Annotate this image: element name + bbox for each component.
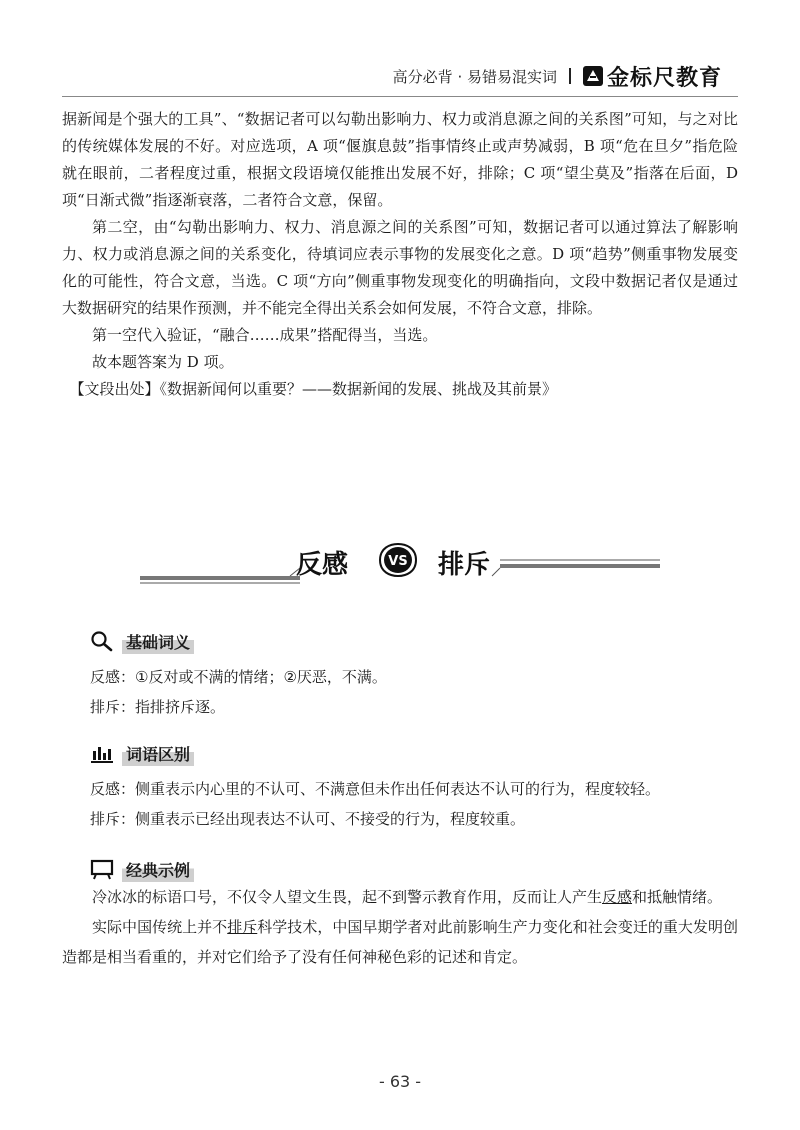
analysis-answer: 故本题答案为 D 项。: [92, 353, 234, 371]
basic-meaning-line-2: 排斥：指排挤斥逐。: [90, 698, 226, 716]
bar-chart-icon: [90, 742, 114, 764]
vs-badge-text: VS: [388, 554, 408, 569]
analysis-paragraph-2: 第二空，由“勾勒出影响力、权力、消息源之间的关系图”可知，数据记者可以通过算法了解影响力、权力或消息源之间的关系变化，待填词应表示事物的发展变化之意。D 项“趋势”侧重事物发展变化的可能性，符合文意，当选。C 项“方向”侧重事物发现变化的明确指向，文段中数据记者仅是通过大数据研究的结果作预测，并不能完全得出关系会如何发展，不符合文意，排除。: [62, 218, 738, 317]
board-icon: [90, 858, 114, 880]
example-2-before: 实际中国传统上并不: [92, 918, 228, 936]
basic-meaning-title: 基础词义: [122, 629, 194, 654]
word-difference-section: [90, 738, 710, 834]
analysis-paragraph-1: 据新闻是个强大的工具”、“数据记者可以勾勒出影响力、权力或消息源之间的关系图”可知，与之对比的传统媒体发展的不好。对应选项，A 项“偃旗息鼓”指事情终止或声势减弱，B 项“危在旦夕”指危险就在眼前，二者程度过重，根据文段语境仅能推出发展不好，排除；C 项“望尘莫及”指落在后面，D 项“日渐式微”指逐渐衰落，二者符合文意，保留。: [62, 110, 738, 209]
basic-meaning-section: [90, 626, 710, 722]
example-1-keyword: 反感: [602, 888, 633, 906]
word-difference-line-1: 反感：侧重表示内心里的不认可、不满意但未作出任何表达不认可的行为，程度较轻。: [90, 780, 661, 798]
header-rule: [62, 96, 738, 97]
example-1-after: 和抵触情绪。: [632, 888, 723, 906]
example-1: [62, 882, 738, 912]
brand: [583, 61, 722, 92]
vs-badge-icon: [376, 542, 420, 578]
example-2-after: 科学技术，中国早期学者对此前影响生产力变化和社会变迁的重大发明创造都是相当看重的，并对它们给予了没有任何神秘色彩的记述和肯定。: [62, 918, 738, 966]
page-header: [393, 58, 722, 94]
header-separator: [569, 68, 571, 84]
header-subtitle: 高分必背 · 易错易混实词: [392, 67, 557, 86]
analysis-source: 【文段出处】《数据新闻何以重要？——数据新闻的发展、挑战及其前景》: [69, 380, 558, 398]
example-2: [62, 912, 738, 972]
brand-name: 金标尺教育: [606, 65, 722, 91]
basic-meaning-line-1: 反感：①反对或不满的情绪；②厌恶，不满。: [90, 668, 387, 686]
analysis-text: [62, 106, 738, 403]
brand-logo-icon: [583, 66, 603, 86]
examples-section: [90, 854, 710, 884]
vs-banner: [130, 530, 670, 600]
search-icon: [90, 630, 114, 652]
word-difference-line-2: 排斥：侧重表示已经出现表达不认可、不接受的行为，程度较重。: [90, 810, 526, 828]
example-2-keyword: 排斥: [227, 918, 258, 936]
vs-left-word: 反感: [296, 550, 349, 580]
examples-text: [62, 882, 738, 972]
analysis-paragraph-3: 第一空代入验证，“融合……成果”搭配得当，当选。: [92, 326, 438, 344]
example-1-before: 冷冰冰的标语口号，不仅令人望文生畏，起不到警示教育作用，反而让人产生: [92, 888, 603, 906]
vs-right-word: 排斥: [438, 550, 491, 580]
page-number: - 63 -: [378, 1072, 422, 1091]
word-difference-title: 词语区别: [122, 741, 194, 766]
examples-title: 经典示例: [122, 857, 194, 882]
